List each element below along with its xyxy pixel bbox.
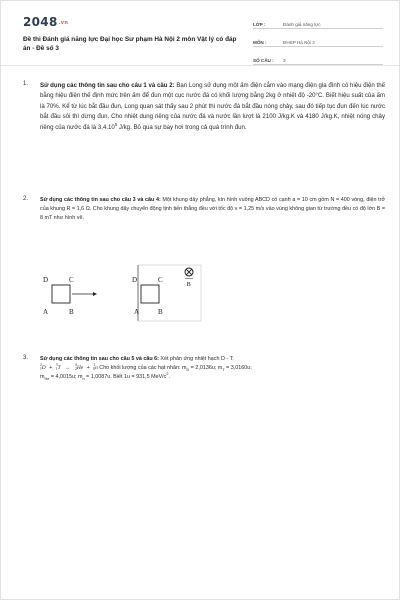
question-text: Một khung dây phẳng, kín hình vuông ABCD có cạnh a = 10 cm gồm N = 400 vòng, điện trở của khung R = 1,6 Ω. Cho khung dây chuyển động tịnh tiến thẳng đều với tốc độ v = 1,25 m/s vào vùng không gian từ trường đều có độ lớn B = 8 mT như hình vẽ. <box>40 197 385 222</box>
meta-row-class <box>253 16 383 29</box>
mass-he: = 4,0015u; m <box>49 374 83 381</box>
question-lead: Sử dụng các thông tin sau cho câu 3 và câu 4: <box>40 197 161 203</box>
label-field-b: B <box>186 281 191 288</box>
meta-row-subject <box>253 34 383 47</box>
velocity-arrowhead <box>93 292 97 296</box>
reactant-tritium: 3 1T <box>55 363 61 372</box>
subscript-he: He <box>44 377 50 382</box>
mass-n: = 1,0087u. Biết 1u = 931,5 MeV/c <box>84 374 167 381</box>
subscript-d: D <box>186 368 190 373</box>
mass-t: = 3,0160u; <box>224 365 252 372</box>
label-b-left: B <box>69 308 74 316</box>
frame-field-figure <box>37 263 207 328</box>
label-c-right: C <box>158 276 163 284</box>
question-body <box>40 355 385 383</box>
label-a-left: A <box>43 308 49 316</box>
product-neutron: 1 0n <box>93 363 98 372</box>
question-number: 2. <box>23 196 29 202</box>
question-number: 1. <box>23 81 29 87</box>
subscript-t: T <box>222 368 225 373</box>
meta-label: SỐ CÂU : <box>253 58 274 63</box>
reaction-arrow: → <box>65 365 71 372</box>
logo-text: 2048 <box>23 15 58 29</box>
exponent: 5 <box>114 121 118 127</box>
exponent: 2 <box>166 372 169 377</box>
question-text: Bạn Long sử dụng một ấm điện cắm vào mạng điện gia đình có hiệu điện thế bằng hiệu điện thế định mức trên ấm để đun một cục nước đá có khối lượng bằng 2kg ở nhiệt độ -20°C. Biết hiệu suất của ấm là 70%. Kể từ lúc bắt đầu đun, Long quan sát thấy sau 2 phút thì nước đá bắt đầu nóng chảy, sau đó tiếp tục đun đến lúc nước bắt đầu sôi thì dừng đun. Cho nhiệt dung riêng của nước đá và nước lần lượt là 2100 J/kg.K và 4180 J/kg.K, nhiệt nóng chảy riêng của nước đá là 3,4.10 <box>40 82 385 131</box>
frame-right <box>141 285 159 303</box>
question-text: Xét phản ứng nhiệt hạch D - T: <box>158 356 234 362</box>
exam-meta <box>253 16 383 70</box>
question-number: 3. <box>23 355 29 361</box>
frame-left <box>52 285 70 303</box>
question-1 <box>23 81 385 133</box>
exam-title: Đề thi Đánh giá năng lực Đại học Sư phạm Hà Nội 2 môn Vật lý có đáp án - Đề số 3 <box>23 36 237 52</box>
plus-sign: + <box>49 365 53 372</box>
logo-suffix: .vn <box>58 19 69 26</box>
meta-value: 3 <box>283 58 286 63</box>
question-3 <box>23 355 385 383</box>
label-d-left: D <box>43 276 49 284</box>
figure-svg <box>37 263 207 323</box>
reactant-deuterium: 2 1D <box>40 363 46 372</box>
meta-row-count <box>253 52 383 65</box>
question-text-end: J/kg. Bỏ qua sự bay hơi trong cả quá trình đun. <box>117 123 247 131</box>
meta-value: Đánh giá năng lực <box>283 22 321 27</box>
masses-line-2: $m_{He} = 4,0015u$; $m_n = 1,0087u$. Biết 1u = 931,5 MeV/$c^2$. <box>40 372 170 382</box>
question-2 <box>23 196 385 224</box>
meta-value: ĐHSP Hà Nội 2 <box>283 40 315 45</box>
product-helium: 4 2He <box>75 363 84 372</box>
meta-label: LỚP : <box>253 22 266 27</box>
field-into-page-icon <box>185 268 193 276</box>
label-a-right: A <box>134 308 140 316</box>
label-b-right: B <box>158 308 163 316</box>
mass-d: = 2,0136u; m <box>189 365 223 372</box>
header-divider <box>1 65 399 66</box>
question-lead: Sử dụng các thông tin sau cho câu 1 và câu 2: <box>40 82 175 89</box>
question-lead: Sử dụng các thông tin sau cho câu 5 và câu 6: <box>40 356 159 362</box>
plus-sign: + <box>86 365 90 372</box>
label-c-left: C <box>69 276 74 284</box>
masses-text: Cho khối lượng của các hạt nhân: m <box>97 365 187 372</box>
reaction-line <box>40 364 385 373</box>
meta-label: MÔN : <box>253 40 267 45</box>
question-body <box>40 196 385 224</box>
site-logo[interactable] <box>23 15 68 29</box>
question-body <box>40 81 385 133</box>
label-d-right: D <box>132 276 138 284</box>
subscript-n: n <box>82 377 85 382</box>
